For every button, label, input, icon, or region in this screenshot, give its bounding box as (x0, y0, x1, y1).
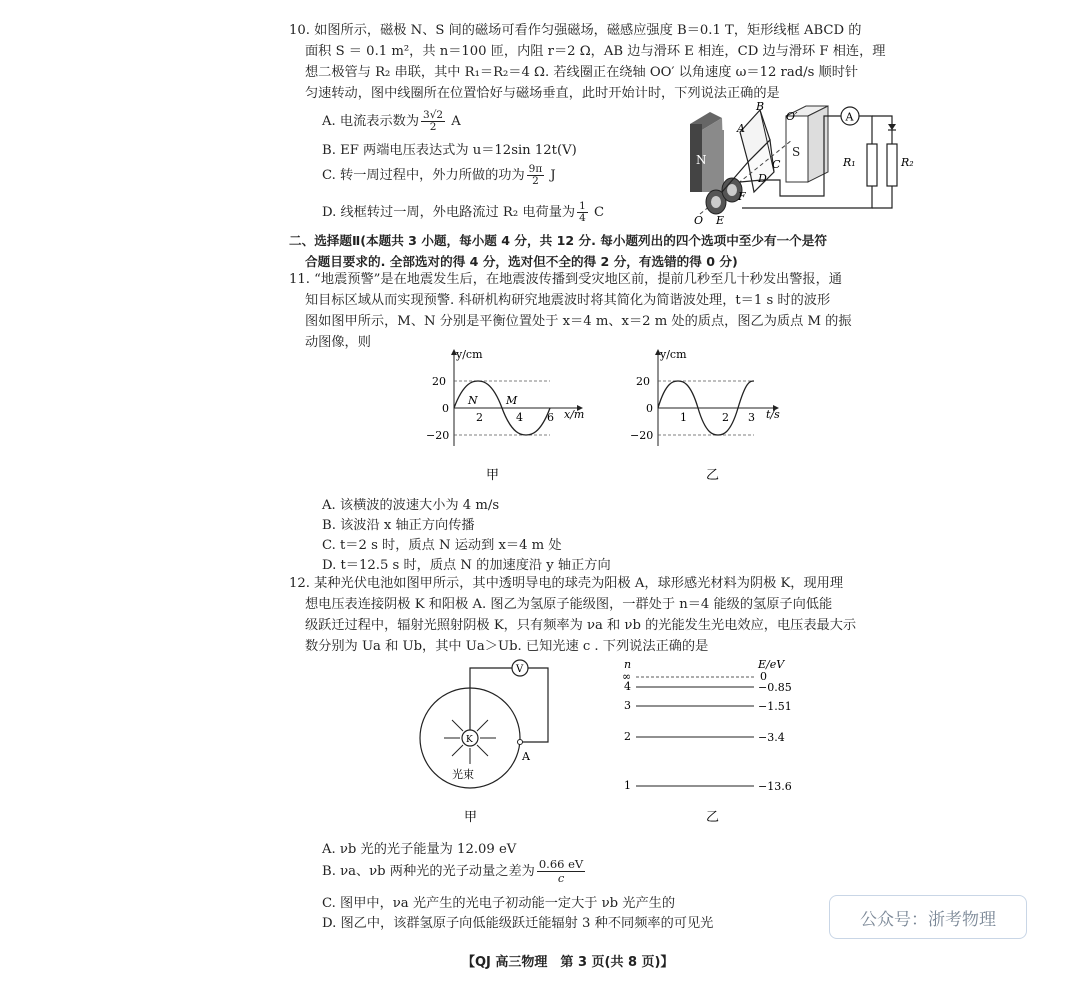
q12-stem-line: 数分别为 Ua 和 Ub，其中 Ua＞Ub. 已知光速 c . 下列说法正确的是 (305, 639, 709, 654)
fraction (527, 164, 545, 187)
q10-option-a (322, 110, 461, 133)
energy-level (624, 779, 792, 793)
fraction (577, 201, 588, 224)
y-axis-label: y/cm (456, 348, 483, 361)
light-beam-label: 光束 (452, 768, 474, 781)
level-n: 1 (624, 779, 631, 792)
level-energy: −1.51 (758, 700, 792, 713)
option-text: A. 电流表示数为 (322, 114, 420, 129)
option-text: J (546, 168, 556, 183)
r1-label: R₁ (843, 156, 856, 169)
y-tick-label: −20 (426, 429, 450, 442)
section2-heading-line: 二、选择题Ⅱ(本题共 3 小题，每小题 4 分，共 12 分. 每小题列出的四个选项中至少有一个是符 (289, 233, 827, 248)
q11-stem-line: 知目标区域从而实现预警. 科研机构研究地震波时将其简化为简谐波处理，t＝1 s 时的波形 (305, 293, 831, 308)
option-text: B. νa、νb 两种光的光子动量之差为 (322, 864, 535, 879)
q11-stem-line: 动图像，则 (305, 335, 371, 350)
fraction-numerator: 0.66 eV (538, 857, 584, 871)
figure-caption: 甲 (486, 468, 500, 483)
q12-option-c: C. 图甲中，νa 光产生的光电子初动能一定大于 νb 光产生的 (322, 896, 676, 911)
n-label: n (624, 658, 632, 671)
fraction (421, 110, 445, 133)
fraction-denominator: 2 (532, 175, 539, 187)
level-n: ∞ (622, 670, 632, 683)
label-c: C (772, 158, 781, 171)
energy-level (624, 730, 785, 744)
level-n: 3 (624, 699, 631, 712)
y-tick-label: 0 (646, 402, 653, 415)
option-text: C. 转一周过程中，外力所做的功为 (322, 168, 525, 183)
level-energy: 0 (760, 670, 767, 683)
watermark-badge: 公众号：浙考物理 (829, 895, 1027, 939)
fraction-numerator: 1 (579, 200, 586, 212)
energy-level-figure (614, 656, 794, 832)
fraction-denominator: c (557, 871, 565, 885)
magnet-n-label: N (696, 153, 707, 167)
energy-label: E/eV (758, 658, 785, 671)
q12-option-d: D. 图乙中，该群氢原子向低能级跃迁能辐射 3 种不同频率的可见光 (322, 916, 714, 931)
figure-caption: 甲 (464, 810, 478, 825)
y-tick-label: 0 (442, 402, 449, 415)
q10-option-d (322, 201, 604, 224)
photocell-figure (412, 656, 572, 832)
magnet-s-label: S (792, 145, 801, 159)
q11-option-d: D. t＝12.5 s 时，质点 N 的加速度沿 y 轴正方向 (322, 558, 611, 573)
anode-label: A (522, 750, 530, 763)
y-tick-label: 20 (432, 375, 446, 388)
section2-heading-line: 合题目要求的. 全部选对的得 4 分，选对但不全的得 2 分，有选错的得 0 分) (305, 254, 738, 269)
q11-stem-line: 图如图甲所示，M、N 分别是平衡位置处于 x＝4 m、x＝2 m 处的质点，图乙为质点 M 的振 (305, 314, 852, 329)
x-tick-label: 2 (722, 411, 729, 424)
q11-stem-line: 11. “地震预警”是在地震发生后，在地震波传播到受灾地区前，提前几秒至几十秒发出警报，通 (289, 272, 842, 287)
q10-stem-line: 10. 如图所示，磁极 N、S 间的磁场可看作匀强磁场，磁感应强度 B＝0.1 T，矩形线框 ABCD 的 (289, 23, 862, 38)
voltmeter-label: V (516, 664, 524, 675)
vibration-graph-yi (628, 346, 788, 486)
option-text: D. 线框转过一周，外电路流过 R₂ 电荷量为 (322, 205, 576, 220)
option-text: A (447, 114, 461, 129)
fraction (537, 858, 585, 885)
energy-level (624, 699, 792, 713)
x-axis-label: x/m (564, 408, 585, 421)
q11-option-c: C. t＝2 s 时，质点 N 运动到 x＝4 m 处 (322, 538, 562, 553)
q10-option-b: B. EF 两端电压表达式为 u＝12sin 12t(V) (322, 143, 577, 158)
r2-label: R₂ (901, 156, 914, 169)
label-d: D (758, 172, 767, 185)
x-tick-label: 4 (516, 411, 523, 424)
generator-figure (682, 100, 922, 228)
terminal-a (518, 740, 523, 745)
q11-option-a: A. 该横波的波速大小为 4 m/s (322, 498, 500, 513)
q10-option-c (322, 164, 556, 187)
energy-level (622, 670, 767, 683)
resistor-r1 (842, 144, 877, 186)
cathode-label: K (466, 735, 473, 745)
point-n-label: N (468, 394, 478, 407)
figure-caption: 乙 (706, 468, 720, 483)
ammeter-label: A (845, 110, 854, 124)
q12-stem-line: 想电压表连接阴极 K 和阳极 A. 图乙为氢原子能级图，一群处于 n＝4 能级的氢原子向低能 (305, 597, 833, 612)
q10-stem-line: 匀速转动，图中线圈所在位置恰好与磁场垂直，此时开始计时，下列说法正确的是 (305, 86, 780, 101)
fraction-numerator: 9π (528, 163, 543, 175)
q11-option-b: B. 该波沿 x 轴正方向传播 (322, 518, 475, 533)
label-a: A (737, 122, 745, 135)
diode-icon (888, 124, 896, 130)
fraction-numerator: 3√2 (423, 109, 444, 121)
figure-caption: 乙 (706, 810, 720, 825)
level-energy: −13.6 (758, 780, 792, 793)
q10-stem-line: 面积 S ＝ 0.1 m²，共 n＝100 匝，内阻 r＝2 Ω，AB 边与滑环 E 相连，CD 边与滑环 F 相连，理 (305, 44, 886, 59)
y-axis-label: y/cm (660, 348, 687, 361)
q12-option-a: A. νb 光的光子能量为 12.09 eV (322, 842, 517, 857)
x-tick-label: 3 (748, 411, 755, 424)
ammeter-icon (841, 107, 859, 125)
label-b: B (756, 100, 765, 113)
label-o: O (694, 214, 704, 227)
energy-level (624, 680, 792, 694)
y-tick-label: 20 (636, 375, 650, 388)
y-tick-label: −20 (630, 429, 654, 442)
x-tick-label: 2 (476, 411, 483, 424)
point-m-label: M (506, 394, 518, 407)
label-o-prime: O′ (786, 110, 798, 123)
fraction-denominator: 4 (579, 212, 586, 224)
q10-stem-line: 想二极管与 R₂ 串联，其中 R₁＝R₂＝4 Ω. 若线圈正在绕轴 OO′ 以角速度 ω＝12 rad/s 顺时针 (305, 65, 859, 80)
level-n: 4 (624, 680, 631, 693)
fraction-denominator: 2 (429, 121, 437, 133)
x-tick-label: 1 (680, 411, 687, 424)
level-energy: −3.4 (758, 731, 785, 744)
x-tick-label: 6 (547, 411, 554, 424)
label-e: E (716, 214, 725, 227)
wave-graph-jia (420, 346, 590, 486)
level-energy: −0.85 (758, 681, 792, 694)
q12-stem-line: 级跃迁过程中，辐射光照射阴极 K，只有频率为 νa 和 νb 的光能发生光电效应，电压表最大示 (305, 618, 857, 633)
x-axis-label: t/s (766, 408, 780, 421)
option-text: C (589, 205, 605, 220)
page-footer: 【QJ 高三物理 第 3 页(共 8 页)】 (462, 955, 674, 970)
level-n: 2 (624, 730, 631, 743)
wire (520, 668, 548, 742)
q12-stem-line: 12. 某种光伏电池如图甲所示，其中透明导电的球壳为阳极 A，球形感光材料为阴极 K，现用理 (289, 576, 844, 591)
label-f: F (738, 190, 746, 203)
q12-option-b (322, 858, 587, 885)
magnet-n (690, 112, 724, 192)
resistor-r2 (887, 124, 914, 186)
